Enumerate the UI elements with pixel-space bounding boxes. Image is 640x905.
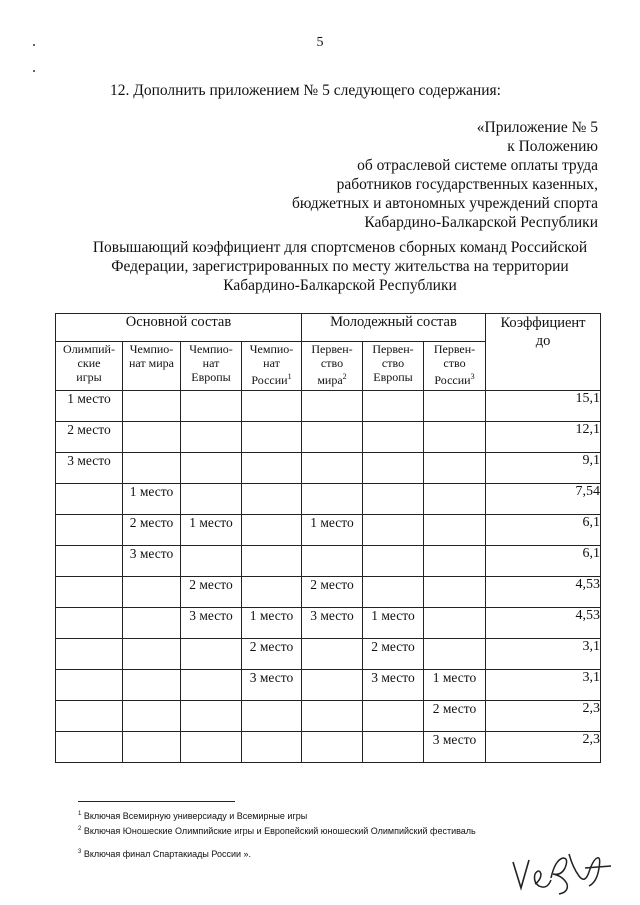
margin-mark	[33, 70, 35, 72]
sub-header-line: Первен-	[311, 342, 353, 356]
place-cell	[363, 546, 424, 577]
place-cell	[302, 453, 363, 484]
place-cell	[181, 670, 242, 701]
coefficient-cell: 3,1	[486, 670, 601, 701]
place-cell	[363, 453, 424, 484]
footnote-text: Включая Юношеские Олимпийские игры и Европейский юношеский Олимпийский фестиваль	[83, 826, 476, 836]
sub-header-line: Чемпио-	[129, 342, 174, 356]
footnote-text: Включая финал Спартакиады России ».	[83, 849, 252, 859]
place-cell	[302, 484, 363, 515]
coefficient-cell: 6,1	[486, 546, 601, 577]
place-cell: 3 место	[424, 732, 486, 763]
coefficient-table	[55, 313, 601, 763]
place-cell	[56, 484, 123, 515]
appendix-line: об отраслевой системе оплаты труда	[357, 157, 598, 174]
group-header-youth: Молодежный состав	[302, 314, 486, 342]
place-cell: 2 место	[363, 639, 424, 670]
table-row	[56, 670, 601, 701]
place-cell	[242, 422, 302, 453]
table-title	[70, 238, 610, 295]
place-cell	[181, 546, 242, 577]
sub-header-line: нат мира	[128, 356, 175, 370]
sub-header-cell	[242, 342, 302, 391]
place-cell	[56, 670, 123, 701]
footnote	[78, 846, 476, 861]
place-cell	[123, 453, 181, 484]
place-cell	[424, 608, 486, 639]
sub-header-line: России$^3$	[434, 372, 475, 387]
place-cell	[363, 701, 424, 732]
place-cell	[302, 701, 363, 732]
coefficient-cell: 4,53	[486, 608, 601, 639]
place-cell	[123, 701, 181, 732]
place-cell	[56, 546, 123, 577]
place-cell	[424, 391, 486, 422]
place-cell	[242, 732, 302, 763]
table-row	[56, 515, 601, 546]
sub-header-line: Первен-	[433, 342, 476, 356]
place-cell	[302, 546, 363, 577]
place-cell	[123, 577, 181, 608]
sub-header-cell	[181, 342, 242, 391]
title-line: Повышающий коэффициент для спортсменов сборных команд Российской	[92, 239, 588, 256]
place-cell	[302, 639, 363, 670]
place-cell	[56, 577, 123, 608]
place-cell	[424, 422, 486, 453]
place-cell	[242, 546, 302, 577]
place-cell	[123, 639, 181, 670]
coefficient-header-line: Коэффициент	[500, 315, 586, 331]
place-cell: 2 место	[181, 577, 242, 608]
place-cell	[181, 639, 242, 670]
table-row	[56, 639, 601, 670]
coefficient-cell: 9,1	[486, 453, 601, 484]
table-row	[56, 391, 601, 422]
coefficient-cell: 2,3	[486, 701, 601, 732]
sub-header-line: Чемпио-	[189, 342, 233, 356]
place-cell	[424, 546, 486, 577]
footnote-number: 1	[78, 811, 82, 817]
sub-header-line: Первен-	[372, 342, 414, 356]
sub-header-line: ство	[381, 356, 405, 370]
sub-header-line: Европы	[373, 370, 413, 384]
place-cell: 3 место	[302, 608, 363, 639]
place-cell: 2 место	[123, 515, 181, 546]
place-cell: 1 место	[363, 608, 424, 639]
table-row	[56, 453, 601, 484]
place-cell: 3 место	[363, 670, 424, 701]
place-cell	[181, 422, 242, 453]
place-cell	[424, 639, 486, 670]
place-cell: 1 место	[424, 670, 486, 701]
place-cell: 1 место	[123, 484, 181, 515]
place-cell: 2 место	[302, 577, 363, 608]
amendment-item: 12. Дополнить приложением № 5 следующего содержания:	[110, 82, 501, 99]
group-header-main: Основной состав	[56, 314, 302, 342]
place-cell	[242, 453, 302, 484]
place-cell	[181, 453, 242, 484]
coefficient-cell: 6,1	[486, 515, 601, 546]
place-cell	[242, 577, 302, 608]
appendix-line: к Положению	[507, 138, 598, 155]
place-cell	[302, 422, 363, 453]
footnote	[78, 823, 476, 838]
table-row	[56, 577, 601, 608]
coefficient-cell: 2,3	[486, 732, 601, 763]
place-cell	[302, 391, 363, 422]
footnote-text: Включая Всемирную универсиаду и Всемирные игры	[83, 811, 308, 821]
coefficient-header	[486, 314, 601, 391]
sub-header-line: ство	[320, 356, 344, 370]
appendix-line: бюджетных и автономных учреждений спорта	[292, 195, 598, 212]
coefficient-cell: 12,1	[486, 422, 601, 453]
footnote	[78, 808, 476, 823]
sub-header-line: ство	[443, 356, 466, 370]
footnotes	[78, 808, 476, 861]
sub-header-line: нат	[202, 356, 220, 370]
place-cell	[363, 484, 424, 515]
sub-header-cell	[56, 342, 123, 391]
place-cell	[363, 515, 424, 546]
place-cell: 2 место	[56, 422, 123, 453]
place-cell	[181, 391, 242, 422]
place-cell	[363, 391, 424, 422]
page-number: 5	[316, 35, 324, 50]
place-cell	[181, 484, 242, 515]
coefficient-cell: 7,54	[486, 484, 601, 515]
appendix-line: работников государственных казенных,	[336, 176, 598, 193]
place-cell	[242, 515, 302, 546]
table-row	[56, 484, 601, 515]
signature	[505, 848, 615, 898]
sub-header-line: ские	[77, 356, 101, 370]
appendix-heading	[178, 118, 598, 232]
place-cell: 3 место	[56, 453, 123, 484]
place-cell	[363, 732, 424, 763]
footnote-ref: 3	[470, 372, 475, 381]
sub-header-line: нат	[263, 356, 280, 370]
sub-header-cell	[424, 342, 486, 391]
sub-header-line: мира$^2$	[317, 372, 347, 387]
table-row	[56, 701, 601, 732]
appendix-line: Кабардино-Балкарской Республики	[364, 214, 598, 231]
sub-header-line: России$^1$	[251, 372, 292, 387]
place-cell	[181, 701, 242, 732]
place-cell	[242, 701, 302, 732]
place-cell: 3 место	[181, 608, 242, 639]
place-cell	[123, 670, 181, 701]
place-cell	[181, 732, 242, 763]
place-cell	[123, 422, 181, 453]
place-cell: 1 место	[242, 608, 302, 639]
place-cell	[56, 732, 123, 763]
table-row	[56, 608, 601, 639]
coefficient-cell: 15,1	[486, 391, 601, 422]
footnote-ref: 1	[287, 372, 292, 381]
table-row	[56, 732, 601, 763]
place-cell	[123, 608, 181, 639]
place-cell: 2 место	[424, 701, 486, 732]
place-cell	[56, 608, 123, 639]
sub-header-cell	[363, 342, 424, 391]
coefficient-header-line: до	[535, 333, 551, 349]
sub-header-line: игры	[76, 370, 102, 384]
place-cell	[424, 577, 486, 608]
footnote-number: 2	[78, 826, 82, 832]
place-cell	[123, 732, 181, 763]
place-cell	[56, 701, 123, 732]
place-cell: 3 место	[242, 670, 302, 701]
table-row	[56, 546, 601, 577]
place-cell: 1 место	[56, 391, 123, 422]
sub-header-cell	[123, 342, 181, 391]
title-line: Кабардино-Балкарской Республики	[223, 277, 457, 294]
place-cell	[424, 453, 486, 484]
footnote-separator	[78, 801, 235, 802]
place-cell	[242, 391, 302, 422]
place-cell	[363, 422, 424, 453]
table-row	[56, 422, 601, 453]
place-cell	[56, 639, 123, 670]
title-line: Федерации, зарегистрированных по месту жительства на территории	[111, 258, 569, 275]
place-cell: 2 место	[242, 639, 302, 670]
place-cell: 1 место	[302, 515, 363, 546]
group-header-row	[56, 314, 601, 342]
place-cell	[242, 484, 302, 515]
sub-header-cell	[302, 342, 363, 391]
appendix-line: «Приложение № 5	[476, 119, 598, 136]
footnote-number: 3	[78, 849, 82, 855]
place-cell	[56, 515, 123, 546]
place-cell	[424, 515, 486, 546]
sub-header-line: Чемпио-	[249, 342, 294, 356]
place-cell	[302, 732, 363, 763]
sub-header-line: Европы	[191, 370, 231, 384]
place-cell	[123, 391, 181, 422]
footnote-ref: 2	[342, 372, 347, 381]
coefficient-cell: 3,1	[486, 639, 601, 670]
margin-mark	[33, 44, 35, 46]
place-cell	[302, 670, 363, 701]
place-cell	[363, 577, 424, 608]
coefficient-cell: 4,53	[486, 577, 601, 608]
place-cell: 3 место	[123, 546, 181, 577]
place-cell: 1 место	[181, 515, 242, 546]
sub-header-line: Олимпий-	[63, 342, 115, 356]
place-cell	[424, 484, 486, 515]
